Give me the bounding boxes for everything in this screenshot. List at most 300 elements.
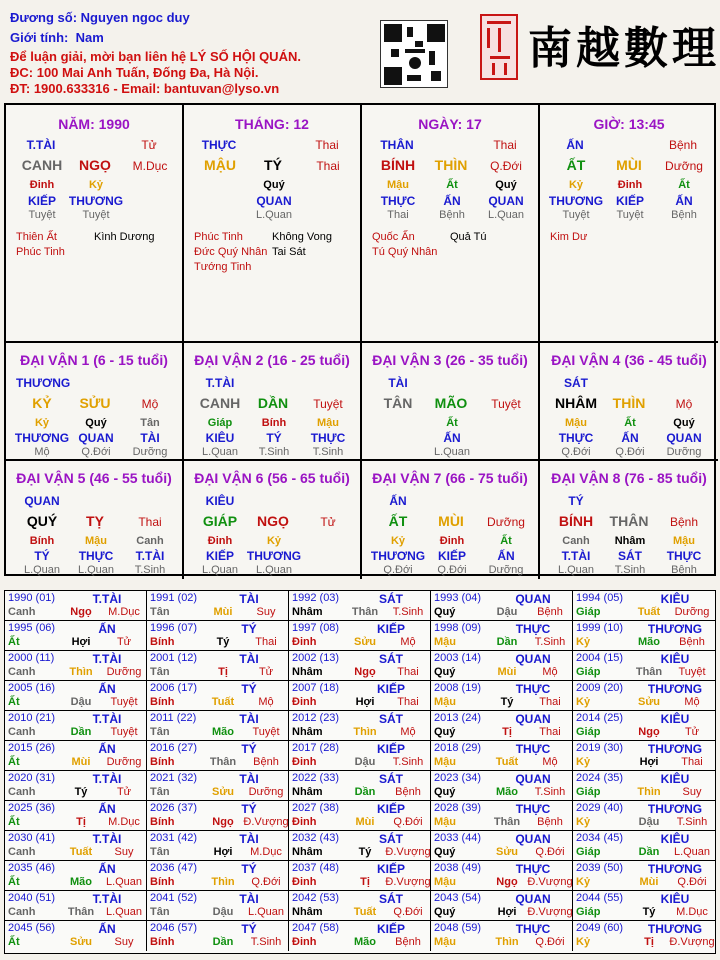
year-branch: Mão [212,726,234,738]
year-stem: Quý [434,906,456,918]
star-2: Không Vong [272,231,332,243]
year-cell[interactable] [431,831,573,861]
year-branch: Hợi [213,846,233,858]
dai-van-hidden-god: TÀI [140,431,160,445]
year-ten-god: TÝ [241,742,257,756]
so-line [10,10,190,25]
year-cell[interactable] [5,621,147,651]
dai-van-ten-god: TÝ [568,494,584,508]
year-stem: Mậu [434,756,456,768]
year-branch: Mùi [71,756,91,768]
pillar-4[interactable] [540,105,718,343]
ten-god-stem: ẤN [566,138,584,152]
year-ten-god: THỰC [515,742,551,756]
hidden-stage: Tuyệt [562,209,590,221]
year-ten-god: TÝ [241,682,257,696]
dai-van-5[interactable] [6,461,184,579]
year-stem: Quý [434,786,456,798]
year-ten-god: KIÊU [660,652,690,666]
year-ten-god: ẤN [98,862,116,876]
year-stem: Kỷ [576,876,591,888]
stem: ẤT [566,157,586,173]
year-branch: Ngọ [70,606,92,618]
dai-van-stage: Dưỡng [487,515,525,529]
hidden-stage: Bệnh [671,209,697,221]
year-branch: Mão [638,636,660,648]
year-label: 2036 (47) [150,862,198,874]
year-stage: L.Quan [105,906,143,918]
year-cell[interactable] [573,831,715,861]
so-value: Nguyen ngoc duy [80,10,190,25]
year-cell[interactable] [147,741,289,771]
year-ten-god: ẤN [98,682,116,696]
year-branch: Dần [70,726,92,738]
year-ten-god: THƯƠNG [647,862,703,876]
year-cell[interactable] [431,651,573,681]
year-label: 2013 (24) [434,712,482,724]
year-ten-god: TÀI [239,832,259,846]
year-cell[interactable] [147,711,289,741]
year-stage: T.Sinh [534,636,566,648]
year-stage: Thai [681,756,703,768]
year-cell[interactable] [147,681,289,711]
year-cell[interactable] [147,621,289,651]
dai-van-hidden-god: ẤN [443,431,461,445]
dai-van-hidden-god: T.TÀI [135,549,165,563]
dai-van-hidden-stem: Mậu [565,417,587,429]
year-cell[interactable] [289,801,431,831]
ten-god-stem: THÂN [380,138,414,152]
year-cell[interactable] [5,711,147,741]
dai-van-title: ĐẠI VẬN 6 (56 - 65 tuổi) [194,470,350,486]
year-stem: Giáp [576,726,601,738]
year-cell[interactable] [147,801,289,831]
life-stage-branch: Dưỡng [665,159,703,173]
year-cell[interactable] [573,891,715,921]
pillar-2[interactable] [184,105,362,343]
dai-van-hidden-god: KIẾP [205,549,234,563]
annual-table [4,590,716,954]
year-label: 2009 (20) [576,682,624,694]
dai-van-hidden-stage: L.Quan [23,564,61,576]
year-cell[interactable] [289,891,431,921]
year-stem: Bính [150,816,175,828]
dai-van-stem: BÍNH [558,513,594,529]
year-branch: Thìn [69,666,93,678]
year-ten-god: QUAN [515,652,551,666]
year-stage: Tử [116,636,132,648]
year-ten-god: QUAN [515,712,551,726]
year-cell[interactable] [431,741,573,771]
year-ten-god: SÁT [379,652,403,666]
year-cell[interactable] [431,681,573,711]
year-stage: Tuyệt [110,696,138,708]
year-ten-god: TÝ [241,922,257,936]
year-label: 2047 (58) [292,922,340,934]
year-cell[interactable] [147,921,289,951]
dai-van-hidden-god: ẤN [621,431,639,445]
year-stage: Thai [539,696,561,708]
year-cell[interactable] [431,921,573,951]
year-ten-god: ẤN [98,742,116,756]
year-ten-god: TÀI [239,592,259,606]
year-cell[interactable] [289,711,431,741]
year-cell[interactable] [5,591,147,621]
year-branch: Tị [76,816,86,828]
year-label: 2010 (21) [8,712,56,724]
year-ten-god: THỰC [515,922,551,936]
dai-van-title: ĐẠI VẬN 8 (76 - 85 tuổi) [551,470,707,486]
year-branch: Thân [351,606,379,618]
year-cell[interactable] [573,711,715,741]
year-stage: Đ.Vượng [385,876,431,888]
hidden-ten-god: QUAN [488,194,524,208]
dai-van-hidden-god: THỰC [78,549,114,563]
year-branch: Mùi [497,666,517,678]
year-branch: Tị [644,936,654,948]
year-stem: Đinh [292,876,317,888]
hidden-stage: Tuyệt [82,209,110,221]
hidden-stem: Ất [446,179,458,191]
year-cell[interactable] [431,591,573,621]
pillar-1[interactable] [6,105,184,343]
year-ten-god: T.TÀI [92,832,122,846]
year-cell[interactable] [431,621,573,651]
year-cell[interactable] [5,831,147,861]
year-cell[interactable] [5,771,147,801]
year-label: 2049 (60) [576,922,624,934]
dai-van-branch: SỬU [79,395,111,411]
year-stage: T.Sinh [676,816,708,828]
year-branch: Thìn [637,786,661,798]
year-stem: Ất [8,636,20,648]
year-stage: Q.Đới [535,846,565,858]
year-cell[interactable] [573,771,715,801]
year-stem: Bính [150,756,175,768]
dai-van-hidden-god: TÝ [266,431,282,445]
year-cell[interactable] [5,891,147,921]
dai-van-1[interactable] [6,343,184,461]
year-cell[interactable] [431,861,573,891]
year-ten-god: T.TÀI [92,592,122,606]
year-branch: Mùi [355,816,375,828]
year-stage: Q.Đới [393,816,423,828]
year-branch: Mùi [639,876,659,888]
year-ten-god: TÀI [239,892,259,906]
year-stem: Ất [8,816,20,828]
year-ten-god: T.TÀI [92,652,122,666]
dai-van-hidden-stem: Ất [446,417,458,429]
year-stem: Bính [150,936,175,948]
hidden-stem: Đinh [617,179,643,191]
year-cell[interactable] [5,801,147,831]
year-stem: Quý [434,846,456,858]
pillar-3[interactable] [362,105,540,343]
year-label: 2000 (11) [8,652,55,664]
dai-van-branch: MÃO [434,395,468,411]
year-label: 2031 (42) [150,832,198,844]
year-label: 2012 (23) [292,712,340,724]
year-stem: Kỷ [576,936,591,948]
year-stage: Dưỡng [248,786,284,798]
year-ten-god: TÀI [239,712,259,726]
dai-van-hidden-stem: Nhâm [614,535,646,547]
year-cell[interactable] [5,741,147,771]
year-branch: Hợi [639,756,659,768]
year-stage: Bệnh [537,816,563,828]
hidden-ten-god: KIẾP [615,194,644,208]
dai-van-7[interactable] [362,461,540,579]
year-branch: Thân [493,816,521,828]
year-branch: Dần [354,786,376,798]
qr-code-icon[interactable] [380,20,448,88]
year-ten-god: TÀI [239,652,259,666]
year-stage: Tử [684,726,700,738]
year-cell[interactable] [431,891,573,921]
year-cell[interactable] [289,921,431,951]
year-stage: Suy [114,846,134,858]
year-label: 2022 (33) [292,772,340,784]
year-cell[interactable] [5,651,147,681]
year-cell[interactable] [573,861,715,891]
year-cell[interactable] [573,801,715,831]
hidden-ten-god: ẤN [675,194,693,208]
year-cell[interactable] [289,831,431,861]
year-stage: L.Quan [247,906,285,918]
year-stem: Canh [8,786,36,798]
year-label: 2029 (40) [576,802,624,814]
year-cell[interactable] [147,891,289,921]
hidden-stem: Quý [495,179,517,191]
branch: MÙI [616,157,642,173]
year-cell[interactable] [289,681,431,711]
year-ten-god: SÁT [379,892,403,906]
year-cell[interactable] [573,921,715,951]
year-stage: M.Dục [676,906,708,918]
year-stage: Dưỡng [674,606,710,618]
year-label: 1993 (04) [434,592,482,604]
dai-van-hidden-stage: L.Quan [201,446,239,458]
year-branch: Ngọ [212,816,234,828]
dai-van-branch: THÌN [612,395,646,411]
year-stem: Nhâm [292,786,323,798]
year-branch: Mùi [213,606,233,618]
year-label: 2014 (25) [576,712,624,724]
year-stem: Quý [434,666,456,678]
dai-van-hidden-stem: Kỷ [266,535,282,547]
hidden-stage: Bệnh [439,209,465,221]
year-cell[interactable] [573,651,715,681]
dai-van-stage: Mộ [141,397,159,411]
year-stem: Giáp [576,846,601,858]
hidden-stage: L.Quan [487,209,525,221]
year-label: 2008 (19) [434,682,482,694]
year-stem: Giáp [576,906,601,918]
year-branch: Thân [635,666,663,678]
year-stage: Bệnh [253,756,279,768]
dai-van-stage: Tử [320,515,336,529]
hidden-ten-god: ẤN [443,194,461,208]
year-ten-god: KIẾP [376,622,405,636]
year-cell[interactable] [289,741,431,771]
year-label: 2016 (27) [150,742,198,754]
year-cell[interactable] [573,681,715,711]
hidden-ten-god: THỰC [380,194,416,208]
year-stage: L.Quan [673,846,711,858]
year-cell[interactable] [289,651,431,681]
dai-van-hidden-stem: Quý [85,417,107,429]
year-ten-god: KIÊU [660,772,690,786]
year-label: 2043 (54) [434,892,482,904]
year-stem: Bính [150,876,175,888]
star-3: Phúc Tinh [16,246,65,258]
year-cell[interactable] [431,771,573,801]
dai-van-hidden-stem: Giáp [207,417,233,429]
dai-van-hidden-stem: Đinh [207,535,233,547]
year-label: 2007 (18) [292,682,340,694]
year-ten-god: THỰC [515,862,551,876]
year-label: 1990 (01) [8,592,56,604]
year-label: 2018 (29) [434,742,482,754]
year-cell[interactable] [573,591,715,621]
hidden-stem: Mậu [387,179,409,191]
stem: BÍNH [380,157,416,173]
year-branch: Mão [70,876,92,888]
so-label: Đương số: [10,10,78,25]
dai-van-hidden-stage: Q.Đới [437,564,467,576]
year-cell[interactable] [289,861,431,891]
dai-van-8[interactable] [540,461,718,579]
year-cell[interactable] [431,711,573,741]
dai-van-hidden-god: T.TÀI [561,549,591,563]
year-cell[interactable] [289,771,431,801]
year-cell[interactable] [573,741,715,771]
year-branch: Sửu [637,696,661,708]
year-label: 1999 (10) [576,622,624,634]
year-stage: T.Sinh [534,786,566,798]
year-label: 2025 (36) [8,802,56,814]
year-cell[interactable] [573,621,715,651]
dai-van-hidden-god: QUAN [78,431,114,445]
dai-van-ten-god: TÀI [388,376,408,390]
year-cell[interactable] [147,771,289,801]
year-stem: Đinh [292,696,317,708]
dai-van-branch: MÙI [438,513,464,529]
year-stem: Quý [434,726,456,738]
year-label: 2048 (59) [434,922,482,934]
year-branch: Tị [218,666,228,678]
year-stage: Bệnh [679,636,705,648]
year-branch: Ngọ [638,726,660,738]
year-stem: Giáp [576,606,601,618]
dai-van-branch: NGỌ [257,513,289,529]
year-stem: Kỷ [576,756,591,768]
dai-van-hidden-god: ẤN [497,549,515,563]
year-branch: Tuất [637,606,661,618]
year-branch: Thân [209,756,237,768]
year-ten-god: ẤN [98,622,116,636]
year-label: 2034 (45) [576,832,624,844]
year-stem: Canh [8,606,36,618]
year-stem: Bính [150,696,175,708]
dai-van-4[interactable] [540,343,718,461]
year-label: 2046 (57) [150,922,198,934]
phone-email-line: ĐT: 1900.633316 - Email: bantuvan@lyso.vn [10,81,280,96]
pillar-title: NĂM: 1990 [58,116,130,132]
year-stem: Tân [150,666,170,678]
dai-van-hidden-god: KIẾP [437,549,466,563]
life-stage-branch: Q.Đới [490,159,522,173]
year-cell[interactable] [289,591,431,621]
year-ten-god: THƯƠNG [647,622,703,636]
year-stem: Đinh [292,936,317,948]
gt-line [10,30,104,45]
dai-van-hidden-stage: Bệnh [671,564,697,576]
year-stem: Kỷ [576,816,591,828]
year-cell[interactable] [289,621,431,651]
year-cell[interactable] [147,651,289,681]
year-cell[interactable] [5,861,147,891]
dai-van-branch: THÂN [609,513,649,529]
year-cell[interactable] [5,681,147,711]
hidden-ten-god: QUAN [256,194,292,208]
year-ten-god: KIẾP [376,742,405,756]
dai-van-hidden-stage: L.Quan [433,446,471,458]
dai-van-hidden-god: THƯƠNG [370,549,426,563]
year-stage: M.Dục [250,846,282,858]
year-branch: Tý [216,636,230,648]
life-stage-top: Thai [315,138,339,152]
year-stage: Mộ [684,696,700,708]
year-ten-god: T.TÀI [92,772,122,786]
year-branch: Tị [360,876,370,888]
dai-van-hidden-stem: Kỷ [390,535,406,547]
dai-van-2[interactable] [184,343,362,461]
ten-god-stem: T.TÀI [26,138,56,152]
year-stem: Tân [150,726,170,738]
year-cell[interactable] [5,921,147,951]
year-stem: Canh [8,666,36,678]
dai-van-hidden-stage: Dưỡng [132,446,168,458]
dai-van-hidden-stem: Canh [562,535,590,547]
hidden-stem: Kỷ [88,179,104,191]
dai-van-hidden-stem: Đinh [439,535,465,547]
dai-van-branch: TỴ [86,513,104,529]
dai-van-3[interactable] [362,343,540,461]
year-stem: Mậu [434,636,456,648]
year-cell[interactable] [147,591,289,621]
year-branch: Thân [67,906,95,918]
year-branch: Sửu [495,846,519,858]
year-stage: Suy [256,606,276,618]
year-cell[interactable] [147,861,289,891]
year-stage: Mộ [542,756,558,768]
hidden-ten-god: KIẾP [27,194,56,208]
dai-van-6[interactable] [184,461,362,579]
hidden-stem: Quý [263,179,285,191]
dai-van-hidden-god: TÝ [34,549,50,563]
year-cell[interactable] [431,801,573,831]
star-3: Tú Quý Nhân [372,246,438,258]
hidden-ten-god: THƯƠNG [548,194,604,208]
year-stem: Ất [8,876,20,888]
dai-van-title: ĐẠI VẬN 7 (66 - 75 tuổi) [372,470,528,486]
year-stage: T.Sinh [250,936,282,948]
year-stem: Nhâm [292,606,323,618]
year-label: 2023 (34) [434,772,482,784]
year-cell[interactable] [147,831,289,861]
dai-van-title: ĐẠI VẬN 4 (36 - 45 tuổi) [551,352,707,368]
